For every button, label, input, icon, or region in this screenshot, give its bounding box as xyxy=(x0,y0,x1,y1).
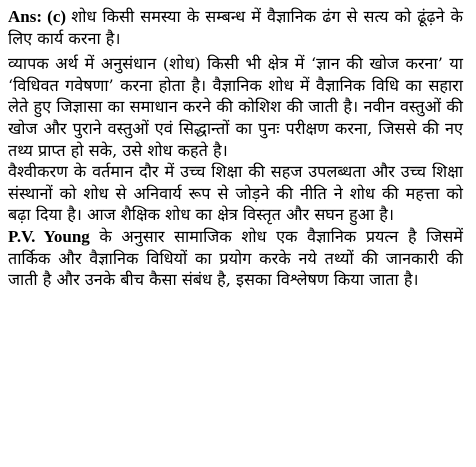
author-name: P.V. Young xyxy=(8,226,90,246)
answer-paragraph xyxy=(8,6,463,49)
answer-label: Ans: (c) xyxy=(8,7,72,26)
globalization-paragraph: वैश्वीकरण के वर्तमान दौर में उच्च शिक्षा की सहज उपलब्धता और उच्च शिक्षा संस्थानों को शोध से अनिवार्य रूप से जोड़ने की नीति ने शोध की महत्ता को बढ़ा दिया है। आज शैक्षिक शोध का क्षेत्र विस्तृत और सघन हुआ है। xyxy=(8,162,463,225)
research-definition-paragraph: व्यापक अर्थ में अनुसंधान (शोध) किसी भी क्षेत्र में ‘ज्ञान की खोज करना’ या ‘विधिवत गवेषणा’ करना होता है। वैज्ञानिक शोध में वैज्ञानिक विधि का सहारा लेते हुए जिज्ञासा का समाधान करने की कोशिश की जाती है। नवीन वस्तुओं की खोज और पुराने वस्तुओं एवं सिद्धान्तों का पुनः परीक्षण करना, जिससे की नए तथ्य प्राप्त हो सके, उसे शोध कहते है। xyxy=(8,54,463,160)
pv-young-paragraph xyxy=(8,226,463,291)
pv-young-text: के अनुसार सामाजिक शोध एक वैज्ञानिक प्रयत्न है जिसमें तार्किक और वैज्ञानिक विधियों का प्रयोग करके नये तथ्यों की जानकारी की जाती है और उनके बीच कैसा संबंध है, इसका विश्लेषण किया जाता है। xyxy=(8,226,463,290)
answer-text: शोध किसी समस्या के सम्बन्ध में वैज्ञानिक ढंग से सत्य को ढूंढ़ने के लिए कार्य करना है। xyxy=(8,7,463,48)
